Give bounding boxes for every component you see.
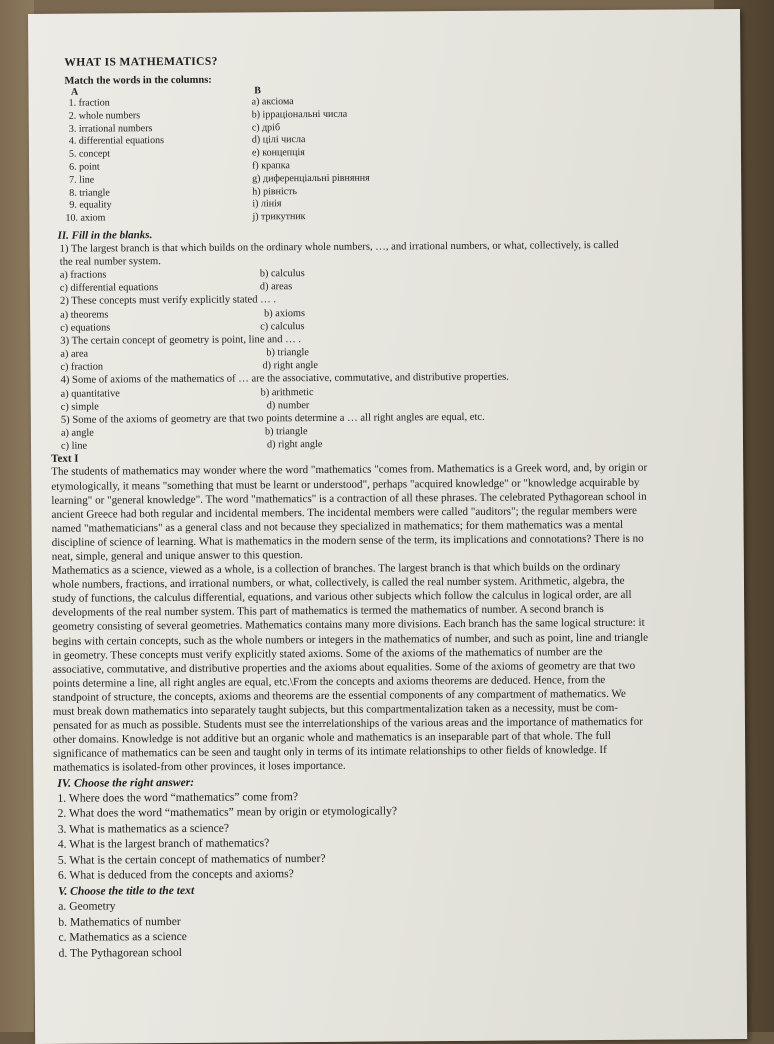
text1-heading: Text I: [51, 452, 79, 465]
column-a-item: 5. concept: [68, 148, 111, 160]
option: d) right angle: [262, 360, 318, 372]
answer-options-4: [61, 383, 741, 414]
text-line: named "mathematicians" as a general class and not because they specialized in mathematics; for them mathematics was a mental: [51, 518, 624, 535]
text-line: geometry consisting of several geometries. Mathematics contains many more divisions. Each branch has the same logical structure: it: [52, 617, 645, 634]
option: c) simple: [60, 401, 99, 413]
column-b: [252, 86, 371, 225]
blank-question-3: 3) The certain concept of geometry is point, line and … .: [60, 333, 302, 347]
text-line: discipline of science of learning. What is mathematics in the modern sense of the term, its implications and connotations? There is no: [51, 532, 644, 549]
column-b-item: d) цілі числа: [251, 134, 306, 146]
text-line: significance of mathematics can be seen and taught only in terms of its intimate relationships to other fields of knowledge. If: [53, 744, 607, 761]
title-option: a. Geometry: [58, 899, 116, 913]
column-a-item: 6. point: [69, 161, 100, 173]
text-line: in geometry. These concepts must verify explicitly stated axioms. Some of the axioms of the mathematics of number are the: [52, 645, 603, 662]
question-item: 4. What is the largest branch of mathematics?: [57, 836, 270, 852]
option: a) quantitative: [60, 387, 120, 400]
matching-table: [65, 83, 740, 230]
question-item: 6. What is deduced from the concepts and axioms?: [57, 867, 294, 883]
option: a) theorems: [60, 309, 109, 321]
column-a-item: 7. line: [69, 174, 95, 186]
section2-heading: II. Fill in the blanks.: [57, 229, 153, 242]
option: c) differential equations: [59, 282, 159, 295]
column-b-item: h) рівність: [252, 185, 298, 198]
option: d) right angle: [266, 438, 323, 451]
column-a-head: A: [70, 86, 79, 98]
blank-question-1: 1) The largest branch is that which builds on the ordinary whole numbers, …, and irrational numbers, or what, collectively, is called: [59, 239, 619, 255]
option: d) areas: [259, 281, 293, 293]
section1-instruction: Match the words in the columns:: [64, 74, 212, 87]
column-b-item: f) крапка: [252, 160, 290, 172]
column-b-head: B: [254, 85, 261, 97]
text-line: associative, commutative, and distributive properties and the axioms about equalities. Some of the axioms of geometry are that two: [52, 659, 636, 676]
text-line: other domains. Knowledge is not additive but an organic whole and mathematics is an inseparable part of that whole. The full: [53, 730, 611, 747]
option: a) fractions: [59, 269, 107, 282]
section5-heading: V. Choose the title to the text: [58, 883, 195, 898]
text-line: must break down mathematics into separately taught subjects, but this compartmentalization taken as a necessity, must be com-: [52, 701, 619, 718]
question-item: 2. What does the word “mathematics” mean by origin or etymologically?: [57, 804, 398, 820]
paper-sheet: [28, 9, 747, 1044]
option: b) arithmetic: [260, 386, 314, 398]
title-option: b. Mathematics of number: [58, 914, 181, 929]
column-b-item: c) дріб: [251, 121, 281, 134]
column-a-item: 1. fraction: [68, 97, 110, 109]
question-item: 3. What is mathematics as a science?: [57, 821, 230, 836]
blank-question-4: 4) Some of axioms of the mathematics of … are the associative, commutative, and distributive properties.: [60, 371, 509, 386]
column-a-item: 2. whole numbers: [68, 110, 141, 122]
column-b-item: g) диференціальні рівняння: [252, 172, 370, 185]
text-line: The students of mathematics may wonder where the word "mathematics "comes from. Mathematics is a Greek word, and, by origin or: [51, 462, 648, 479]
text-line: ancient Greece had both regular and incidental members. The incidental members were called "auditors"; the regular members were: [51, 504, 638, 521]
text-line: learning" or "general knowledge". The word "mathematics" is a contraction of all these phrases. The celebrated Pythagorean school in: [51, 490, 647, 507]
column-b-item: j) трикутник: [252, 211, 306, 223]
text-line: pensated for as much as possible. Students must see the interrelationships of the various areas and the importance of mathematics for: [52, 715, 643, 732]
text-line: etymologically, it means "something that must be learnt or understood", perhaps "acquired knowledge" or "knowledge acquirable by: [51, 476, 640, 493]
column-b-item: i) лінія: [252, 198, 282, 210]
text-line: neat, simple, general and unique answer to this question.: [51, 549, 303, 563]
text-line: begins with certain concepts, such as the whole numbers or integers in the mathematics of number, and such as point, line and triangle: [52, 631, 649, 648]
column-a: [65, 87, 165, 226]
option: c) equations: [60, 322, 111, 334]
column-b-item: b) ірраціональні числа: [251, 108, 348, 121]
page-title: WHAT IS MATHEMATICS?: [64, 55, 218, 69]
option: c) line: [60, 440, 88, 452]
column-b-item: a) аксіома: [251, 96, 294, 108]
option: b) axioms: [264, 307, 306, 320]
option: c) calculus: [260, 320, 305, 333]
section4-heading: IV. Choose the right answer:: [57, 775, 195, 790]
text-line: Mathematics as a science, viewed as a whole, is a collection of branches. The largest branch is that which builds on the ordinary: [51, 560, 621, 577]
option: a) angle: [60, 427, 94, 439]
column-a-item: 9. equality: [69, 199, 112, 212]
text-line: study of functions, the calculus differential, equations, and various other subjects which follow the calculus in logical order, are all: [52, 589, 632, 606]
text-line: points determine a line, all right angles are equal, etc.\From the concepts and axioms theorems are deduced. Hence, from the: [52, 673, 606, 690]
blank-question-2: 2) These concepts must verify explicitly stated … .: [59, 294, 277, 308]
text-line: mathematics is isolated-from other provinces, it loses importance.: [53, 760, 346, 775]
blank-question-5: 5) Some of the axioms of geometry are that two points determine a … all right angles are equal, etc.: [60, 411, 485, 426]
column-b-item: e) концепція: [251, 147, 305, 159]
blank-question-1-continued: the real number system.: [59, 255, 161, 268]
answer-options-3: [60, 343, 740, 374]
option: a) area: [60, 348, 89, 360]
title-option: d. The Pythagorean school: [58, 945, 183, 960]
option: c) fraction: [60, 361, 104, 373]
answer-options-2: [60, 304, 740, 335]
answer-options-5: [61, 422, 741, 453]
column-a-item: 8. triangle: [69, 187, 110, 199]
text-line: developments of the real number system. This part of mathematics is termed the mathematics of number. A second branch is: [52, 603, 604, 620]
option: d) number: [266, 399, 310, 411]
option: b) calculus: [259, 268, 305, 280]
answer-options-1: [60, 264, 740, 295]
column-a-item: 4. differential equations: [68, 135, 165, 148]
document-content: [48, 51, 744, 961]
option: b) triangle: [266, 347, 310, 359]
text1-body: [51, 461, 731, 776]
column-a-item: 3. irrational numbers: [68, 122, 153, 135]
text-line: whole numbers, fractions, and irrational numbers, or what, collectively, is called the real number system. Arithmetic, algebra, the: [51, 575, 625, 592]
column-a-item: 10. axiom: [65, 212, 106, 224]
question-item: 5. What is the certain concept of mathematics of number?: [57, 851, 326, 867]
option: b) triangle: [264, 425, 308, 438]
text-line: standpoint of structure, the concepts, axioms and theorems are the essential components of any compartment of mathematics. We: [52, 687, 626, 704]
question-item: 1. Where does the word “mathematics” come from?: [57, 789, 299, 805]
title-option: c. Mathematics as a science: [58, 930, 187, 945]
